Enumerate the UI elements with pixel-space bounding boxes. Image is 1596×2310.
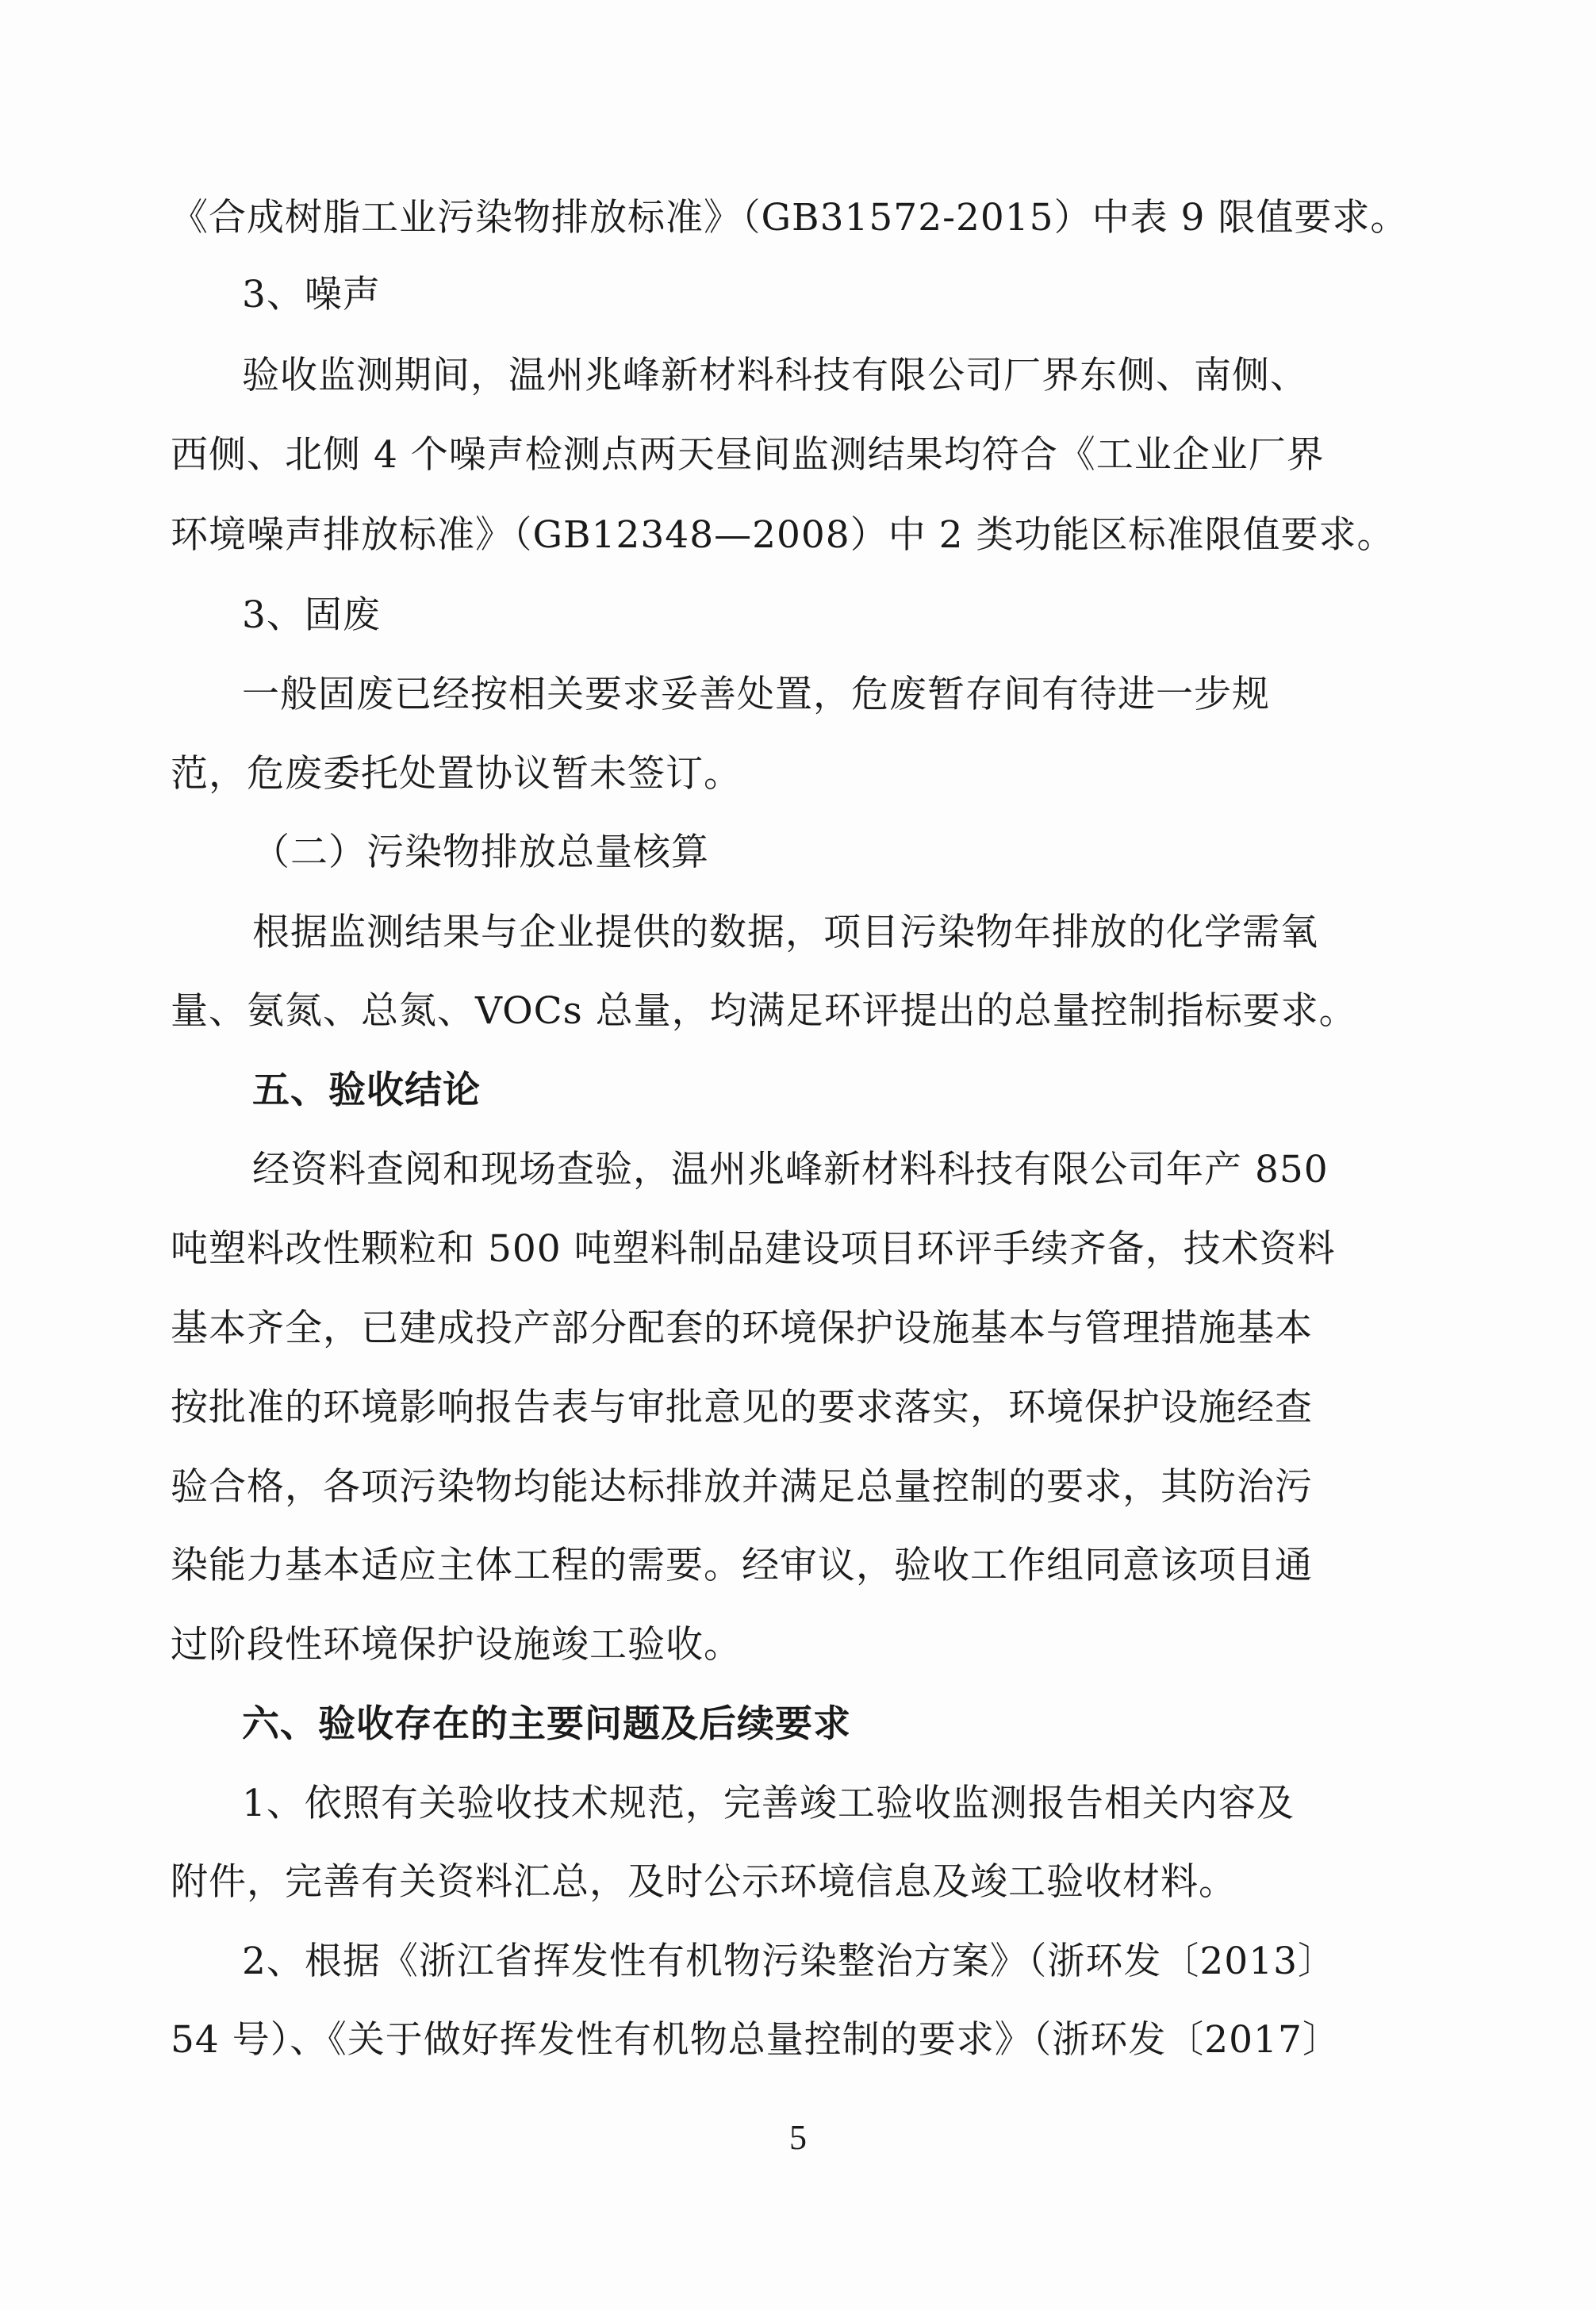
paragraph-line: 过阶段性环境保护设施竣工验收。 [171, 1623, 742, 1667]
section-heading-issues: 六、验收存在的主要问题及后续要求 [242, 1702, 851, 1746]
paragraph-line: 一般固废已经按相关要求妥善处置，危废暂存间有待进一步规 [242, 673, 1270, 716]
section-heading-solid-waste: 3、固废 [242, 593, 381, 637]
page-number: 5 [789, 2118, 807, 2157]
section-heading-conclusion: 五、验收结论 [252, 1069, 481, 1112]
section-heading-total-emissions: （二）污染物排放总量核算 [252, 831, 709, 874]
paragraph-line: 基本齐全，已建成投产部分配套的环境保护设施基本与管理措施基本 [171, 1307, 1313, 1350]
paragraph-line: 按批准的环境影响报告表与审批意见的要求落实，环境保护设施经查 [171, 1386, 1313, 1429]
paragraph-line: 吨塑料改性颗粒和 500 吨塑料制品建设项目环评手续齐备，技术资料 [171, 1227, 1336, 1271]
paragraph-line: 《合成树脂工业污染物排放标准》（GB31572-2015）中表 9 限值要求。 [171, 196, 1409, 240]
paragraph-line: 量、氨氮、总氮、VOCs 总量，均满足环评提出的总量控制指标要求。 [171, 989, 1357, 1033]
paragraph-line: 范，危废委托处置协议暂未签订。 [171, 752, 742, 796]
paragraph-line: 染能力基本适应主体工程的需要。经审议，验收工作组同意该项目通 [171, 1544, 1313, 1587]
paragraph-line: 附件，完善有关资料汇总，及时公示环境信息及竣工验收材料。 [171, 1860, 1237, 1904]
paragraph-line: 54 号）、《关于做好挥发性有机物总量控制的要求》（浙环发〔2017〕 [171, 2018, 1341, 2062]
paragraph-line: 根据监测结果与企业提供的数据，项目污染物年排放的化学需氧 [252, 911, 1318, 954]
paragraph-line: 环境噪声排放标准》（GB12348—2008）中 2 类功能区标准限值要求。 [171, 513, 1395, 557]
paragraph-line: 1、依照有关验收技术规范，完善竣工验收监测报告相关内容及 [242, 1782, 1295, 1825]
paragraph-line: 西侧、北侧 4 个噪声检测点两天昼间监测结果均符合《工业企业厂界 [171, 433, 1325, 477]
paragraph-line: 验合格，各项污染物均能达标排放并满足总量控制的要求，其防治污 [171, 1465, 1313, 1509]
paragraph-line: 经资料查阅和现场查验，温州兆峰新材料科技有限公司年产 850 [252, 1148, 1329, 1191]
section-heading-noise: 3、噪声 [242, 273, 381, 317]
paragraph-line: 2、根据《浙江省挥发性有机物污染整治方案》（浙环发〔2013〕 [242, 1940, 1337, 1983]
paragraph-line: 验收监测期间，温州兆峰新材料科技有限公司厂界东侧、南侧、 [242, 354, 1308, 397]
